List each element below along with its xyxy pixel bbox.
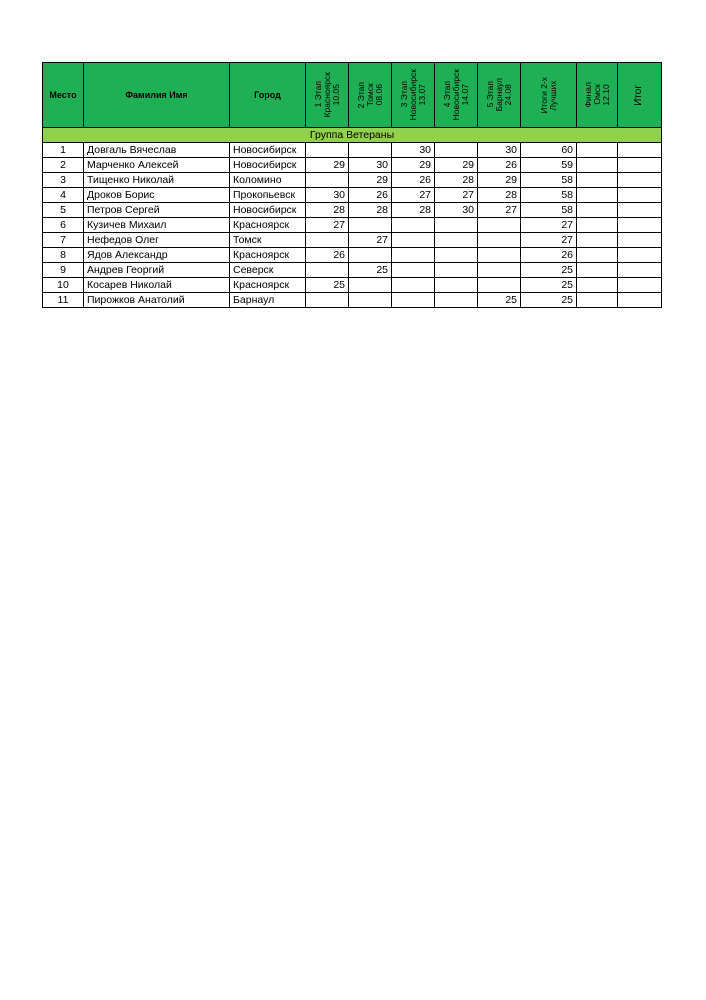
final-cell <box>577 158 618 173</box>
stage-2-cell: 25 <box>349 263 392 278</box>
table-row <box>43 293 662 308</box>
place-cell: 10 <box>43 278 84 293</box>
best-total-cell: 59 <box>521 158 577 173</box>
header-final: Финал Омск 12.10 <box>577 63 618 128</box>
final-cell <box>577 143 618 158</box>
name-cell: Марченко Алексей <box>84 158 230 173</box>
stage-1-cell: 30 <box>306 188 349 203</box>
header-name: Фамилия Имя <box>84 63 230 128</box>
stage-1-cell: 26 <box>306 248 349 263</box>
stage-3-cell: 29 <box>392 158 435 173</box>
stage-5-cell: 30 <box>478 143 521 158</box>
name-cell: Косарев Николай <box>84 278 230 293</box>
stage-2-cell: 30 <box>349 158 392 173</box>
total-cell <box>618 203 662 218</box>
best-total-cell: 26 <box>521 248 577 263</box>
table-row <box>43 158 662 173</box>
total-cell <box>618 293 662 308</box>
table-row <box>43 233 662 248</box>
total-cell <box>618 143 662 158</box>
name-cell: Кузичев Михаил <box>84 218 230 233</box>
name-cell: Петров Сергей <box>84 203 230 218</box>
city-cell: Новосибирск <box>230 143 306 158</box>
stage-1-cell <box>306 233 349 248</box>
stage-5-cell: 26 <box>478 158 521 173</box>
header-stage-3: 3 Этап Новосибирск 13.07 <box>392 63 435 128</box>
best-total-cell: 58 <box>521 203 577 218</box>
best-total-cell: 27 <box>521 233 577 248</box>
header-place: Место <box>43 63 84 128</box>
stage-3-cell: 27 <box>392 188 435 203</box>
stage-5-cell: 25 <box>478 293 521 308</box>
stage-5-cell <box>478 248 521 263</box>
place-cell: 2 <box>43 158 84 173</box>
place-cell: 6 <box>43 218 84 233</box>
header-stage-2: 2 Этап Томск 08.06 <box>349 63 392 128</box>
header-stage-5: 5 Этап Барнаул 24.08 <box>478 63 521 128</box>
stage-4-cell <box>435 233 478 248</box>
stage-4-cell <box>435 278 478 293</box>
header-city: Город <box>230 63 306 128</box>
city-cell: Барнаул <box>230 293 306 308</box>
city-cell: Томск <box>230 233 306 248</box>
header-stage-4: 4 Этап Новосибирск 14.07 <box>435 63 478 128</box>
total-cell <box>618 233 662 248</box>
stage-2-cell <box>349 218 392 233</box>
final-cell <box>577 293 618 308</box>
stage-2-cell <box>349 248 392 263</box>
stage-3-cell <box>392 218 435 233</box>
place-cell: 3 <box>43 173 84 188</box>
total-cell <box>618 278 662 293</box>
city-cell: Новосибирск <box>230 203 306 218</box>
table-row <box>43 278 662 293</box>
stage-1-cell <box>306 173 349 188</box>
final-cell <box>577 248 618 263</box>
final-cell <box>577 233 618 248</box>
total-cell <box>618 248 662 263</box>
results-table <box>42 62 662 308</box>
stage-5-cell <box>478 233 521 248</box>
stage-1-cell <box>306 263 349 278</box>
final-cell <box>577 263 618 278</box>
stage-5-cell: 29 <box>478 173 521 188</box>
stage-2-cell: 26 <box>349 188 392 203</box>
header-best-total: Итоги 2-х Лучших <box>521 63 577 128</box>
table-row <box>43 173 662 188</box>
city-cell: Красноярск <box>230 218 306 233</box>
best-total-cell: 25 <box>521 263 577 278</box>
stage-4-cell: 27 <box>435 188 478 203</box>
city-cell: Северск <box>230 263 306 278</box>
stage-4-cell <box>435 248 478 263</box>
place-cell: 5 <box>43 203 84 218</box>
table-row <box>43 143 662 158</box>
place-cell: 4 <box>43 188 84 203</box>
final-cell <box>577 188 618 203</box>
stage-3-cell <box>392 293 435 308</box>
best-total-cell: 25 <box>521 293 577 308</box>
header-stage-1: 1 Этап Красноярск 10.05 <box>306 63 349 128</box>
name-cell: Довгаль Вячеслав <box>84 143 230 158</box>
stage-1-cell: 29 <box>306 158 349 173</box>
stage-4-cell <box>435 263 478 278</box>
table-row <box>43 188 662 203</box>
stage-2-cell: 29 <box>349 173 392 188</box>
total-cell <box>618 218 662 233</box>
city-cell: Коломино <box>230 173 306 188</box>
stage-2-cell <box>349 278 392 293</box>
header-row <box>43 63 662 128</box>
stage-4-cell <box>435 293 478 308</box>
city-cell: Красноярск <box>230 248 306 263</box>
place-cell: 11 <box>43 293 84 308</box>
city-cell: Прокопьевск <box>230 188 306 203</box>
stage-5-cell <box>478 218 521 233</box>
final-cell <box>577 173 618 188</box>
results-sheet <box>42 62 661 308</box>
final-cell <box>577 278 618 293</box>
group-title: Группа Ветераны <box>43 128 662 143</box>
stage-4-cell <box>435 143 478 158</box>
stage-2-cell <box>349 143 392 158</box>
stage-4-cell <box>435 218 478 233</box>
stage-3-cell: 28 <box>392 203 435 218</box>
final-cell <box>577 218 618 233</box>
name-cell: Андрев Георгий <box>84 263 230 278</box>
name-cell: Нефедов Олег <box>84 233 230 248</box>
place-cell: 9 <box>43 263 84 278</box>
table-row <box>43 248 662 263</box>
best-total-cell: 60 <box>521 143 577 158</box>
stage-1-cell <box>306 143 349 158</box>
city-cell: Новосибирск <box>230 158 306 173</box>
stage-4-cell: 28 <box>435 173 478 188</box>
name-cell: Пирожков Анатолий <box>84 293 230 308</box>
table-row <box>43 218 662 233</box>
best-total-cell: 58 <box>521 188 577 203</box>
table-row <box>43 263 662 278</box>
stage-2-cell <box>349 293 392 308</box>
name-cell: Тищенко Николай <box>84 173 230 188</box>
stage-2-cell: 28 <box>349 203 392 218</box>
stage-3-cell <box>392 263 435 278</box>
best-total-cell: 25 <box>521 278 577 293</box>
place-cell: 1 <box>43 143 84 158</box>
total-cell <box>618 158 662 173</box>
stage-4-cell: 29 <box>435 158 478 173</box>
stage-1-cell: 28 <box>306 203 349 218</box>
stage-3-cell <box>392 278 435 293</box>
city-cell: Красноярск <box>230 278 306 293</box>
stage-2-cell: 27 <box>349 233 392 248</box>
stage-5-cell <box>478 263 521 278</box>
name-cell: Ядов Александр <box>84 248 230 263</box>
best-total-cell: 27 <box>521 218 577 233</box>
final-cell <box>577 203 618 218</box>
total-cell <box>618 173 662 188</box>
stage-5-cell: 28 <box>478 188 521 203</box>
stage-3-cell: 26 <box>392 173 435 188</box>
stage-1-cell: 27 <box>306 218 349 233</box>
stage-1-cell <box>306 293 349 308</box>
stage-5-cell <box>478 278 521 293</box>
group-row <box>43 128 662 143</box>
place-cell: 8 <box>43 248 84 263</box>
total-cell <box>618 188 662 203</box>
stage-5-cell: 27 <box>478 203 521 218</box>
stage-3-cell <box>392 248 435 263</box>
stage-3-cell <box>392 233 435 248</box>
stage-3-cell: 30 <box>392 143 435 158</box>
table-row <box>43 203 662 218</box>
stage-1-cell: 25 <box>306 278 349 293</box>
total-cell <box>618 263 662 278</box>
header-total: Итог <box>618 63 662 128</box>
name-cell: Дроков Борис <box>84 188 230 203</box>
stage-4-cell: 30 <box>435 203 478 218</box>
best-total-cell: 58 <box>521 173 577 188</box>
place-cell: 7 <box>43 233 84 248</box>
